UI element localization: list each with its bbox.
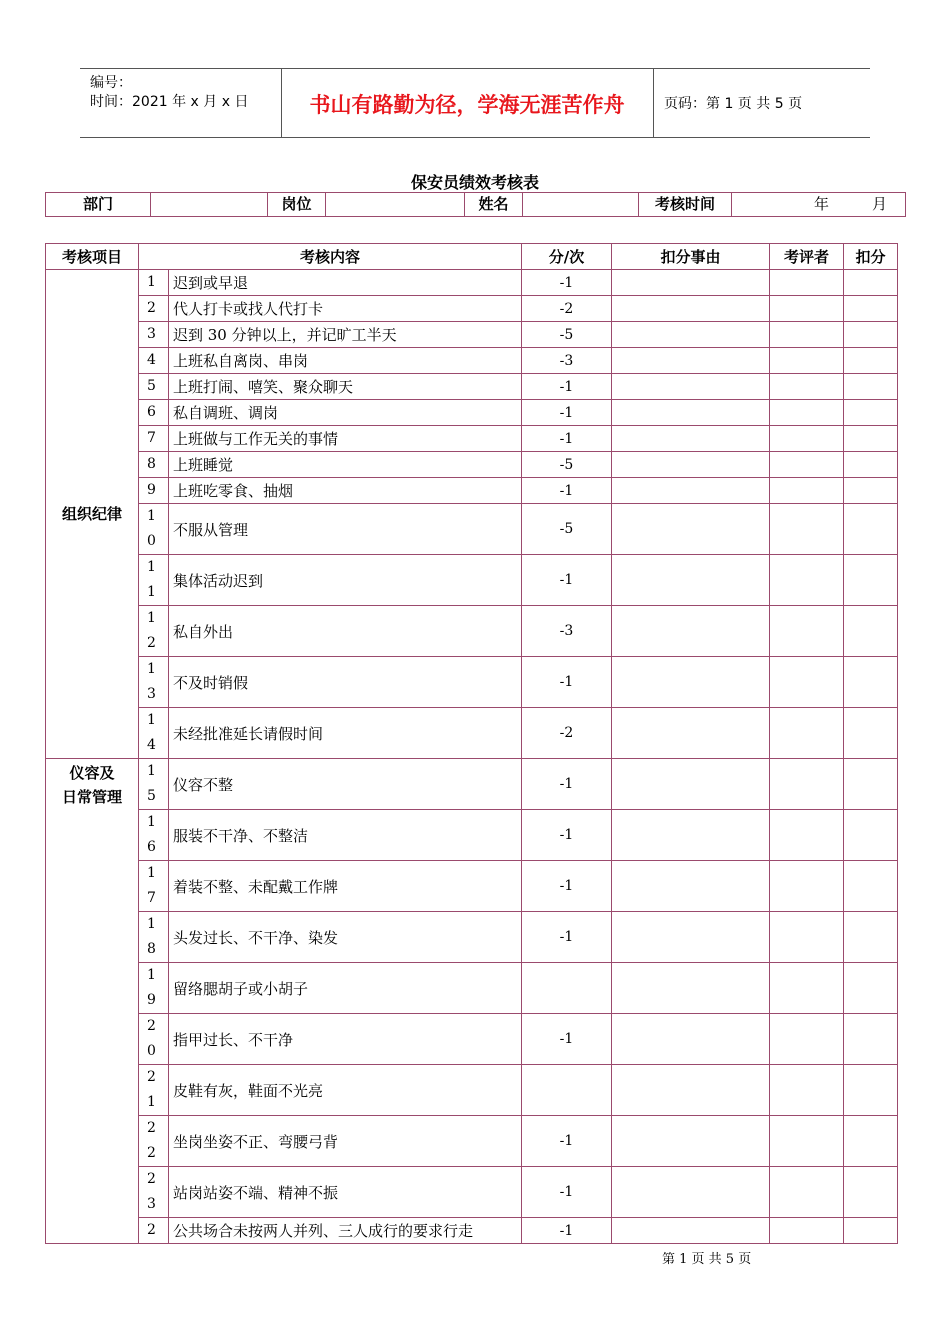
deduction-cell[interactable] (844, 426, 898, 452)
table-row (46, 1218, 898, 1244)
reason-cell[interactable] (612, 504, 770, 555)
col-header-deduction: 扣分 (844, 244, 898, 270)
row-content: 上班吃零食、抽烟 (169, 478, 522, 504)
deduction-cell[interactable] (844, 1065, 898, 1116)
row-number-text: 18 (147, 916, 156, 957)
row-number-text: 17 (147, 865, 156, 906)
row-content: 留络腮胡子或小胡子 (169, 963, 522, 1014)
post-field[interactable] (326, 193, 465, 216)
reason-cell[interactable] (612, 657, 770, 708)
row-content: 服装不干净、不整洁 (169, 810, 522, 861)
category-line: 日常管理 (61, 788, 122, 806)
reason-cell[interactable] (612, 426, 770, 452)
row-number (139, 1065, 169, 1116)
info-row (45, 192, 906, 217)
table-row (46, 1116, 898, 1167)
row-score: -5 (522, 322, 612, 348)
row-score: -1 (522, 657, 612, 708)
deduction-cell[interactable] (844, 504, 898, 555)
row-number (139, 810, 169, 861)
assessor-cell[interactable] (770, 478, 844, 504)
reason-cell[interactable] (612, 270, 770, 296)
table-row (46, 708, 898, 759)
row-number-text: 11 (147, 559, 156, 600)
col-header-content: 考核内容 (139, 244, 522, 270)
col-header-score: 分/次 (522, 244, 612, 270)
assessor-cell[interactable] (770, 657, 844, 708)
table-row (46, 1014, 898, 1065)
row-content: 上班打闹、嘻笑、聚众聊天 (169, 374, 522, 400)
row-content: 公共场合未按两人并列、三人成行的要求行走 (169, 1218, 522, 1244)
row-number (139, 452, 169, 478)
table-row (46, 657, 898, 708)
assessor-cell[interactable] (770, 452, 844, 478)
table-row (46, 963, 898, 1014)
row-content: 迟到或早退 (169, 270, 522, 296)
deduction-cell[interactable] (844, 912, 898, 963)
table-row (46, 504, 898, 555)
reason-cell[interactable] (612, 478, 770, 504)
row-number-text: 10 (147, 508, 156, 549)
reason-cell[interactable] (612, 452, 770, 478)
motto: 书山有路勤为径，学海无涯苦作舟 (309, 93, 625, 117)
row-score: -1 (522, 1014, 612, 1065)
row-number (139, 555, 169, 606)
assessor-cell[interactable] (770, 861, 844, 912)
row-content: 集体活动迟到 (169, 555, 522, 606)
assessor-cell[interactable] (770, 322, 844, 348)
row-score: -1 (522, 810, 612, 861)
assessor-cell[interactable] (770, 1116, 844, 1167)
deduction-cell[interactable] (844, 374, 898, 400)
row-number (139, 1014, 169, 1065)
table-row (46, 400, 898, 426)
deduction-cell[interactable] (844, 322, 898, 348)
document-title: 保安员绩效考核表 (410, 173, 539, 192)
assessor-cell[interactable] (770, 504, 844, 555)
year-label: 年 (814, 195, 830, 213)
category-line: 仪容及 (69, 764, 115, 782)
deduction-cell[interactable] (844, 348, 898, 374)
category-cell: 组织纪律 (46, 270, 139, 759)
reason-cell[interactable] (612, 322, 770, 348)
row-score: -1 (522, 1167, 612, 1218)
row-number (139, 348, 169, 374)
row-number-text: 6 (147, 404, 156, 420)
reason-cell[interactable] (612, 400, 770, 426)
row-number (139, 963, 169, 1014)
header-center (281, 69, 654, 137)
reason-cell[interactable] (612, 1218, 770, 1244)
row-content: 迟到 30 分钟以上，并记旷工半天 (169, 322, 522, 348)
table-row (46, 606, 898, 657)
table-row (46, 270, 898, 296)
assessor-cell[interactable] (770, 348, 844, 374)
assessor-cell[interactable] (770, 759, 844, 810)
assessor-cell[interactable] (770, 1167, 844, 1218)
row-score: -3 (522, 606, 612, 657)
reason-cell[interactable] (612, 810, 770, 861)
table-row (46, 478, 898, 504)
row-number (139, 322, 169, 348)
row-number (139, 504, 169, 555)
row-number-text: 12 (147, 610, 156, 651)
row-content: 不及时销假 (169, 657, 522, 708)
row-number (139, 270, 169, 296)
row-number-text: 23 (147, 1171, 156, 1212)
row-score: -2 (522, 708, 612, 759)
row-content: 未经批准延长请假时间 (169, 708, 522, 759)
row-content: 上班做与工作无关的事情 (169, 426, 522, 452)
assessment-table (45, 243, 898, 1244)
reason-cell[interactable] (612, 606, 770, 657)
row-number-text: 21 (147, 1069, 156, 1110)
row-number (139, 296, 169, 322)
row-content: 皮鞋有灰，鞋面不光亮 (169, 1065, 522, 1116)
table-row (46, 555, 898, 606)
table-row (46, 452, 898, 478)
table-row (46, 1167, 898, 1218)
table-row (46, 861, 898, 912)
assessor-cell[interactable] (770, 963, 844, 1014)
table-body (46, 270, 898, 1244)
table-header-row (46, 244, 898, 270)
row-score: -5 (522, 504, 612, 555)
row-content: 坐岗坐姿不正、弯腰弓背 (169, 1116, 522, 1167)
row-number (139, 400, 169, 426)
header-right (654, 69, 870, 137)
assessor-cell[interactable] (770, 810, 844, 861)
row-number-text: 22 (147, 1120, 156, 1161)
deduction-cell[interactable] (844, 400, 898, 426)
time-label: 时间：2021 年 x 月 x 日 (90, 94, 249, 110)
assessor-cell[interactable] (770, 606, 844, 657)
table-row (46, 374, 898, 400)
row-score: -1 (522, 400, 612, 426)
row-number-text: 3 (147, 326, 156, 342)
deduction-cell[interactable] (844, 759, 898, 810)
table-row (46, 296, 898, 322)
row-number (139, 708, 169, 759)
row-content: 不服从管理 (169, 504, 522, 555)
deduction-cell[interactable] (844, 657, 898, 708)
deduction-cell[interactable] (844, 270, 898, 296)
category-cell (46, 759, 139, 1244)
assessor-cell[interactable] (770, 1218, 844, 1244)
deduction-cell[interactable] (844, 452, 898, 478)
row-number-text: 4 (147, 352, 156, 368)
row-score: -1 (522, 1116, 612, 1167)
reason-cell[interactable] (612, 1167, 770, 1218)
deduction-cell[interactable] (844, 861, 898, 912)
name-label: 姓名 (465, 193, 523, 216)
row-number (139, 478, 169, 504)
assessor-cell[interactable] (770, 400, 844, 426)
code-label: 编号： (90, 75, 132, 91)
table-row (46, 1065, 898, 1116)
reason-cell[interactable] (612, 963, 770, 1014)
assessor-cell[interactable] (770, 555, 844, 606)
row-content: 私自调班、调岗 (169, 400, 522, 426)
row-score: -1 (522, 759, 612, 810)
row-number-text: 9 (147, 482, 156, 498)
row-number-text: 1 (147, 274, 156, 290)
assessor-cell[interactable] (770, 1014, 844, 1065)
reason-cell[interactable] (612, 555, 770, 606)
row-number-text: 13 (147, 661, 156, 702)
assessor-cell[interactable] (770, 374, 844, 400)
row-number-text: 14 (147, 712, 156, 753)
row-content: 头发过长、不干净、染发 (169, 912, 522, 963)
row-score: -1 (522, 1218, 612, 1244)
table-row (46, 810, 898, 861)
time-label: 考核时间 (639, 193, 732, 216)
row-number (139, 1116, 169, 1167)
row-score: -1 (522, 426, 612, 452)
row-score: -1 (522, 478, 612, 504)
reason-cell[interactable] (612, 708, 770, 759)
row-number (139, 759, 169, 810)
deduction-cell[interactable] (844, 1218, 898, 1244)
deduction-cell[interactable] (844, 708, 898, 759)
reason-cell[interactable] (612, 296, 770, 322)
row-number (139, 861, 169, 912)
table-row (46, 348, 898, 374)
row-number (139, 374, 169, 400)
row-score: -1 (522, 374, 612, 400)
row-number (139, 606, 169, 657)
row-content: 站岗站姿不端、精神不振 (169, 1167, 522, 1218)
row-content: 上班私自离岗、串岗 (169, 348, 522, 374)
table-row (46, 912, 898, 963)
row-number-text: 15 (147, 763, 156, 804)
row-score: -3 (522, 348, 612, 374)
deduction-cell[interactable] (844, 963, 898, 1014)
row-number (139, 1167, 169, 1218)
assessor-cell[interactable] (770, 426, 844, 452)
col-header-assessor: 考评者 (770, 244, 844, 270)
month-label: 月 (872, 195, 888, 213)
row-number-text: 19 (147, 967, 156, 1008)
table-row (46, 426, 898, 452)
row-score: -1 (522, 270, 612, 296)
deduction-cell[interactable] (844, 606, 898, 657)
row-number-text: 7 (147, 430, 156, 446)
deduction-cell[interactable] (844, 1167, 898, 1218)
row-score (522, 1065, 612, 1116)
row-number (139, 1218, 169, 1244)
row-number-text: 16 (147, 814, 156, 855)
assessor-cell[interactable] (770, 1065, 844, 1116)
col-header-reason: 扣分事由 (612, 244, 770, 270)
row-score (522, 963, 612, 1014)
row-number-text: 2 (147, 1222, 156, 1238)
row-content: 上班睡觉 (169, 452, 522, 478)
reason-cell[interactable] (612, 1065, 770, 1116)
name-field[interactable] (523, 193, 639, 216)
row-content: 私自外出 (169, 606, 522, 657)
deduction-cell[interactable] (844, 555, 898, 606)
post-label: 岗位 (268, 193, 326, 216)
row-number-text: 20 (147, 1018, 156, 1059)
reason-cell[interactable] (612, 861, 770, 912)
row-number (139, 657, 169, 708)
page-info: 页码：第 1 页 共 5 页 (664, 96, 803, 112)
dept-field[interactable] (151, 193, 268, 216)
deduction-cell[interactable] (844, 810, 898, 861)
reason-cell[interactable] (612, 1014, 770, 1065)
assessor-cell[interactable] (770, 912, 844, 963)
row-score: -2 (522, 296, 612, 322)
header-left (80, 69, 282, 137)
deduction-cell[interactable] (844, 1116, 898, 1167)
row-content: 指甲过长、不干净 (169, 1014, 522, 1065)
reason-cell[interactable] (612, 759, 770, 810)
row-number (139, 426, 169, 452)
reason-cell[interactable] (612, 374, 770, 400)
row-score: -1 (522, 912, 612, 963)
row-number-text: 5 (147, 378, 156, 394)
row-score: -1 (522, 555, 612, 606)
table-row (46, 759, 898, 810)
deduction-cell[interactable] (844, 478, 898, 504)
row-content: 着装不整、未配戴工作牌 (169, 861, 522, 912)
table-row (46, 322, 898, 348)
reason-cell[interactable] (612, 912, 770, 963)
deduction-cell[interactable] (844, 1014, 898, 1065)
row-content: 仪容不整 (169, 759, 522, 810)
row-score: -5 (522, 452, 612, 478)
dept-label: 部门 (46, 193, 151, 216)
assessor-cell[interactable] (770, 296, 844, 322)
row-content: 代人打卡或找人代打卡 (169, 296, 522, 322)
assessor-cell[interactable] (770, 270, 844, 296)
row-score: -1 (522, 861, 612, 912)
page-footer: 第 1 页 共 5 页 (662, 1252, 752, 1267)
row-number-text: 2 (147, 300, 156, 316)
reason-cell[interactable] (612, 348, 770, 374)
reason-cell[interactable] (612, 1116, 770, 1167)
document-header (80, 68, 870, 138)
row-number (139, 912, 169, 963)
col-header-item: 考核项目 (46, 244, 139, 270)
assessor-cell[interactable] (770, 708, 844, 759)
row-number-text: 8 (147, 456, 156, 472)
time-field[interactable] (732, 193, 905, 216)
deduction-cell[interactable] (844, 296, 898, 322)
